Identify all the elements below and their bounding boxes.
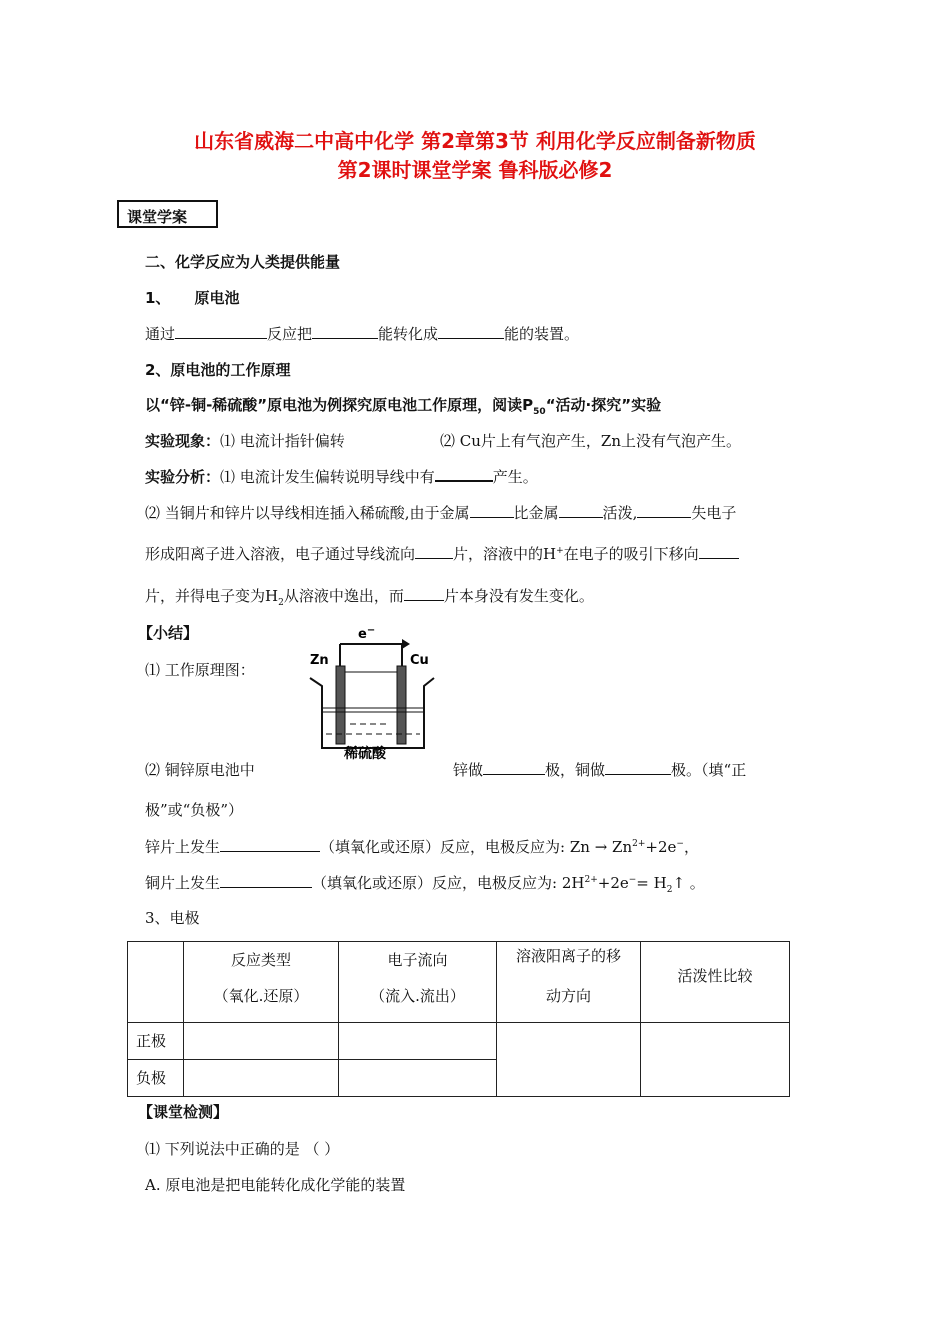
cell-positive-reaction[interactable] <box>184 1023 339 1060</box>
fill1-text-c: 能转化成 <box>378 325 439 343</box>
header-activity: 活泼性比较 <box>641 942 790 1023</box>
blank-zn-pole[interactable] <box>483 760 545 775</box>
q2-line-right <box>453 759 746 780</box>
blank-current[interactable] <box>435 466 493 482</box>
cell-activity[interactable] <box>641 1023 790 1097</box>
row-label-negative: 负极 <box>128 1060 184 1097</box>
phenomenon-line <box>145 430 345 451</box>
table-row <box>128 1023 790 1060</box>
para2-l1b: 比金属 <box>513 504 559 522</box>
blank-zn-reaction[interactable] <box>220 837 320 852</box>
doc-title-line2: 第2课时课堂学案 鲁科版必修2 <box>337 158 613 182</box>
para2-l3b: 从溶液中逸出，而 <box>283 587 404 605</box>
para2-line2 <box>145 543 739 564</box>
electrode-table <box>127 941 790 1097</box>
analysis-2: 产生。 <box>492 468 538 486</box>
diagram-intro: ⑴ 工作原理图： <box>145 661 255 679</box>
cell-negative-flow[interactable] <box>339 1060 497 1097</box>
blank-metal-2[interactable] <box>559 503 603 518</box>
header-electron-flow: 电子流向 （流入.流出） <box>339 942 497 1023</box>
blank-plate-3[interactable] <box>404 586 444 601</box>
phenomenon-2: ⑵ Cu片上有气泡产生，Zn上没有气泡产生。 <box>440 432 741 450</box>
fill1-text-d: 能的装置。 <box>504 325 580 343</box>
section-box-label: 课堂学案 <box>127 208 188 226</box>
item3-heading: 3、电极 <box>145 909 200 927</box>
para2-line1 <box>145 502 736 523</box>
blank-cu-pole[interactable] <box>605 760 671 775</box>
table-header-row <box>128 942 790 1023</box>
cu-a: 铜片上发生 <box>145 874 221 892</box>
q2-c: 极，铜做 <box>545 761 606 779</box>
cu-label: Cu <box>410 653 429 668</box>
option-a: A. 原电池是把电能转化成化学能的装置 <box>145 1176 406 1194</box>
test-question-1: ⑴ 下列说法中正确的是 （ ） <box>145 1140 340 1158</box>
para2-l3sub: 2 <box>278 598 284 608</box>
table-corner-cell <box>128 942 184 1023</box>
blank-plate-1[interactable] <box>415 544 453 559</box>
zn-sup2: − <box>676 839 684 849</box>
para2-line3 <box>145 585 594 608</box>
zn-sup1: 2+ <box>632 839 646 849</box>
cu-sub: 2 <box>666 885 673 895</box>
zn-a: 锌片上发生 <box>145 838 221 856</box>
cu-c: +2e <box>597 874 629 892</box>
para2-l1c: 活泼, <box>602 504 638 522</box>
blank-metal-1[interactable] <box>470 503 514 518</box>
para2-l2c: 在电子的吸引下移向 <box>563 545 699 563</box>
blank-plate-2[interactable] <box>699 544 739 559</box>
zn-c: +2e <box>645 838 677 856</box>
summary-label: 【小结】 <box>138 624 199 642</box>
cu-e: ↑ 。 <box>672 874 705 892</box>
fill1-text-a: 通过 <box>145 325 176 343</box>
para2-l2b: 片，溶液中的H <box>453 545 557 563</box>
q2-line <box>145 759 255 780</box>
galvanic-cell-diagram <box>306 620 446 762</box>
row-label-positive: 正极 <box>128 1023 184 1060</box>
blank-reaction[interactable] <box>175 324 267 339</box>
para2-l3a: 片，并得电子变为H <box>145 587 279 605</box>
para2-l2a: 形成阳离子进入溶液，电子通过导线流向 <box>145 545 416 563</box>
electron-label: e− <box>358 625 376 642</box>
cu-reaction-line <box>145 872 705 895</box>
header-reaction-type: 反应类型 （氧化.还原） <box>184 942 339 1023</box>
analysis-1: ⑴ 电流计发生偏转说明导线中有 <box>220 468 435 486</box>
zn-b: （填氧化或还原）反应，电极反应为: Zn → Zn <box>320 838 633 856</box>
item1-title: 原电池 <box>194 289 240 307</box>
cu-sup1: 2+ <box>584 875 598 885</box>
para2-l3c: 片本身没有发生变化。 <box>443 587 594 605</box>
analysis-label: 实验分析： <box>145 468 221 486</box>
electron-arrow-head <box>402 639 410 649</box>
para2-l1a: ⑵ 当铜片和锌片以导线相连插入稀硫酸,由于金属 <box>145 504 470 522</box>
zn-reaction-line <box>145 836 699 857</box>
cell-cation-direction[interactable] <box>497 1023 641 1097</box>
item2-heading: 2、原电池的工作原理 <box>145 361 291 379</box>
q2-d: 极。（填“正 <box>671 761 747 779</box>
blank-energy-1[interactable] <box>312 324 378 339</box>
explore-line <box>145 394 661 417</box>
q2-a: ⑵ 铜锌原电池中 <box>145 761 255 779</box>
section2-heading: 二、化学反应为人类提供能量 <box>145 253 341 271</box>
cu-electrode <box>397 666 406 744</box>
q2-e: 极”或“负极”） <box>145 801 244 819</box>
doc-title-line1: 山东省威海二中高中化学 第2章第3节 利用化学反应制备新物质 <box>194 129 756 153</box>
beaker-outline <box>310 678 434 748</box>
blank-energy-2[interactable] <box>438 324 504 339</box>
explore-text: 以“锌-铜-稀硫酸”原电池为例探究原电池工作原理，阅读P <box>145 396 534 414</box>
zn-d: ， <box>683 838 699 856</box>
cu-sup2: − <box>628 875 637 885</box>
q2-b: 锌做 <box>453 761 484 779</box>
cell-positive-flow[interactable] <box>339 1023 497 1060</box>
analysis-line <box>145 466 538 487</box>
item1-heading <box>145 287 239 308</box>
zn-label: Zn <box>310 653 329 668</box>
blank-metal-3[interactable] <box>637 503 691 518</box>
test-label: 【课堂检测】 <box>138 1103 229 1121</box>
zn-electrode <box>336 666 345 744</box>
fill-line-1 <box>145 323 579 344</box>
phenomenon-1: ⑴ 电流计指针偏转 <box>220 432 345 450</box>
cu-d: = H <box>636 874 667 892</box>
header-cation-direction: 溶液阳离子的移 动方向 <box>497 942 641 1023</box>
acid-label: 稀硫酸 <box>344 746 386 762</box>
cell-negative-reaction[interactable] <box>184 1060 339 1097</box>
cu-b: （填氧化或还原）反应，电极反应为: 2H <box>312 874 585 892</box>
fill1-text-b: 反应把 <box>267 325 313 343</box>
para2-l1d: 失电子 <box>691 504 737 522</box>
explore-page-sub: 50 <box>533 407 546 417</box>
blank-cu-reaction[interactable] <box>220 873 312 888</box>
phenomenon-label: 实验现象： <box>145 432 221 450</box>
explore-text-post: “活动·探究”实验 <box>545 396 662 414</box>
para2-l2sup: + <box>556 546 564 556</box>
item1-number: 1、 <box>145 289 171 307</box>
